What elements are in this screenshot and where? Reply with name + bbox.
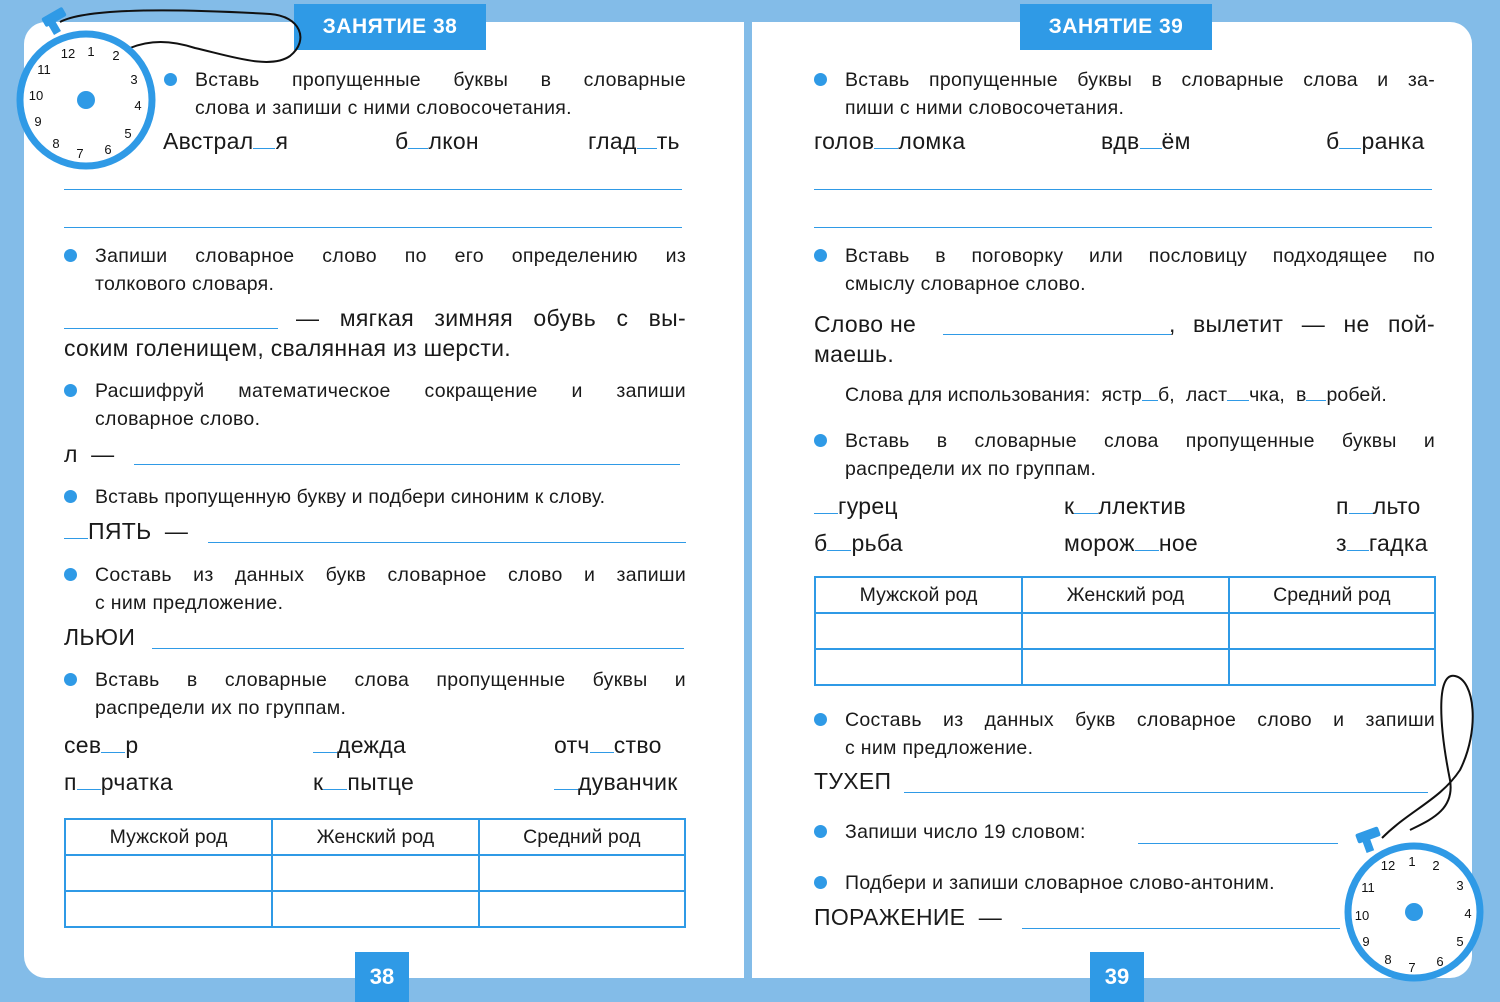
table-cell[interactable] (1229, 649, 1435, 685)
page-number-39: 39 (1090, 952, 1144, 1002)
task6-instruction-line1: Вставь в словарные слова пропущенные буквы и (95, 669, 686, 691)
letters-tukhep: ТУХЕП (814, 768, 892, 794)
task1-instruction-line2: слова и запиши с ними словосочетания. (195, 97, 572, 119)
header-feminine: Женский род (1022, 577, 1229, 613)
svg-text:6: 6 (1436, 954, 1444, 969)
lesson-38-header: ЗАНЯТИЕ 38 (294, 4, 486, 50)
bullet (814, 73, 827, 86)
answer-line[interactable] (64, 227, 682, 228)
bullet (814, 434, 827, 447)
svg-text:12: 12 (60, 46, 76, 61)
word-zagadka: з гадка (1336, 530, 1428, 556)
table-cell[interactable] (815, 613, 1022, 649)
word-palto: п льто (1336, 493, 1421, 519)
task3-instruction-line2: словарное слово. (95, 408, 261, 430)
header-neuter: Средний род (1229, 577, 1435, 613)
svg-text:7: 7 (1408, 960, 1416, 975)
table-cell[interactable] (1022, 613, 1229, 649)
header-neuter: Средний род (479, 819, 685, 855)
word-baranka: б ранка (1326, 128, 1425, 154)
answer-line[interactable] (1022, 928, 1340, 929)
answer-line[interactable] (208, 542, 686, 543)
bullet (64, 490, 77, 503)
bullet (64, 673, 77, 686)
word-borba: б рьба (814, 530, 903, 556)
task4-instruction: Вставь пропущенную букву и подбери синоним к слову. (95, 486, 606, 508)
letters-lyui: ЛЬЮИ (64, 624, 136, 650)
svg-text:9: 9 (1362, 934, 1370, 949)
task3-instruction-line1: Расшифруй математическое сокращение и запиши (95, 380, 686, 402)
svg-text:12: 12 (1380, 858, 1396, 873)
task5-instruction-line2: с ним предложение. (95, 592, 284, 614)
r-task2-instruction-line2: смыслу словарное слово. (845, 273, 1086, 295)
r-task1-instruction-line1: Вставь пропущенные буквы в словарные слова и за- (845, 69, 1435, 91)
book-spine (744, 22, 752, 978)
task2-definition-line1: — мягкая зимняя обувь с вы- (296, 305, 686, 331)
gender-groups-table-left (64, 818, 686, 928)
proverb-middle: вылетит — не пой- (1193, 311, 1435, 337)
table-cell[interactable] (479, 855, 685, 891)
r-task4-instruction-line1: Составь из данных букв словарное слово и запиши (845, 709, 1436, 731)
task2-instruction-line2: толкового словаря. (95, 273, 275, 295)
word-pyat: ПЯТЬ — (64, 516, 188, 546)
svg-text:4: 4 (1464, 906, 1472, 921)
svg-text:10: 10 (1354, 908, 1370, 923)
hint-words: Слова для использования: ястр б, ласт чка, в робей. (845, 381, 1435, 409)
r-task4-instruction-line2: с ним предложение. (845, 737, 1034, 759)
r-task3-instruction-line2: распредели их по группам. (845, 458, 1097, 480)
task6-instruction-line2: распредели их по группам. (95, 697, 347, 719)
svg-text:2: 2 (112, 48, 120, 63)
word-avstraliya: Австрал я (163, 128, 289, 154)
word-perchatka: п рчатка (64, 769, 174, 795)
answer-line[interactable] (1138, 843, 1338, 844)
word-kupets: к пытце (313, 769, 415, 795)
word-odezhda: дежда (313, 730, 406, 760)
svg-text:5: 5 (1456, 934, 1464, 949)
svg-text:1: 1 (1408, 854, 1416, 869)
r-task5-instruction: Запиши число 19 словом: (845, 821, 1086, 843)
page-number-38: 38 (355, 952, 409, 1002)
word-golovolomka: голов ломка (814, 128, 966, 154)
task1-instruction-line1: Вставь пропущенные буквы в словарные (195, 69, 687, 91)
bullet (814, 713, 827, 726)
svg-text:7: 7 (76, 146, 84, 161)
svg-text:3: 3 (1456, 878, 1464, 893)
svg-text:10: 10 (28, 88, 44, 103)
bullet (164, 73, 177, 86)
header-feminine: Женский род (272, 819, 479, 855)
task2-definition-line2: соким голенищем, свалянная из шерсти. (64, 335, 511, 361)
task5-instruction-line1: Составь из данных букв словарное слово и запиши (95, 564, 687, 586)
table-cell[interactable] (815, 649, 1022, 685)
answer-line[interactable] (814, 227, 1432, 228)
word-ogurets: гурец (814, 491, 898, 521)
abbreviation: л — (64, 441, 115, 467)
bullet (814, 825, 827, 838)
table-cell[interactable] (65, 891, 272, 927)
lesson-39-header: ЗАНЯТИЕ 39 (1020, 4, 1212, 50)
bullet (814, 876, 827, 889)
svg-text:11: 11 (1361, 880, 1375, 895)
bullet (814, 249, 827, 262)
answer-line[interactable] (904, 792, 1428, 793)
answer-line[interactable] (814, 189, 1432, 190)
word-vdvoyom: вдв ём (1101, 128, 1191, 154)
svg-text:11: 11 (37, 62, 51, 77)
proverb-end: маешь. (814, 341, 895, 367)
answer-line[interactable] (134, 464, 680, 465)
word-balkon: б лкон (395, 128, 479, 154)
answer-line[interactable] (152, 648, 684, 649)
word-otechestvo: отч ство (554, 732, 662, 758)
svg-text:5: 5 (124, 126, 132, 141)
table-cell[interactable] (272, 855, 479, 891)
word-porazhenie: ПОРАЖЕНИЕ — (814, 904, 1003, 930)
r-task6-instruction: Подбери и запиши словарное слово-антоним. (845, 872, 1275, 894)
gender-groups-table-right (814, 576, 1436, 686)
header-masculine: Мужской род (65, 819, 272, 855)
table-cell[interactable] (1022, 649, 1229, 685)
bullet (64, 568, 77, 581)
answer-line[interactable] (64, 189, 682, 190)
table-cell[interactable] (65, 855, 272, 891)
answer-line[interactable] (943, 334, 1171, 335)
word-morozhenoe: морож ное (1064, 530, 1199, 556)
svg-text:2: 2 (1432, 858, 1440, 873)
word-glad: глад ть (588, 128, 680, 154)
proverb-start: Слово не (814, 311, 917, 337)
svg-text:8: 8 (52, 136, 60, 151)
word-kollektiv: к ллектив (1064, 493, 1187, 519)
answer-line[interactable] (64, 328, 278, 329)
comma: , (1169, 311, 1176, 337)
word-sever: сев р (64, 732, 139, 758)
header-masculine: Мужской род (815, 577, 1022, 613)
r-task3-instruction-line1: Вставь в словарные слова пропущенные буквы и (845, 430, 1436, 452)
svg-text:8: 8 (1384, 952, 1392, 967)
word-oduvanchik: дуванчик (554, 767, 678, 797)
svg-text:6: 6 (104, 142, 112, 157)
table-cell[interactable] (479, 891, 685, 927)
bullet (64, 249, 77, 262)
svg-text:3: 3 (130, 72, 138, 87)
table-cell[interactable] (1229, 613, 1435, 649)
r-task2-instruction-line1: Вставь в поговорку или пословицу подходящее по (845, 245, 1436, 267)
r-task1-instruction-line2: пиши с ними словосочетания. (845, 97, 1125, 119)
bullet (64, 384, 77, 397)
svg-text:1: 1 (87, 44, 95, 59)
table-cell[interactable] (272, 891, 479, 927)
svg-text:9: 9 (34, 114, 42, 129)
task2-instruction-line1: Запиши словарное слово по его определению из (95, 245, 687, 267)
svg-text:4: 4 (134, 98, 142, 113)
